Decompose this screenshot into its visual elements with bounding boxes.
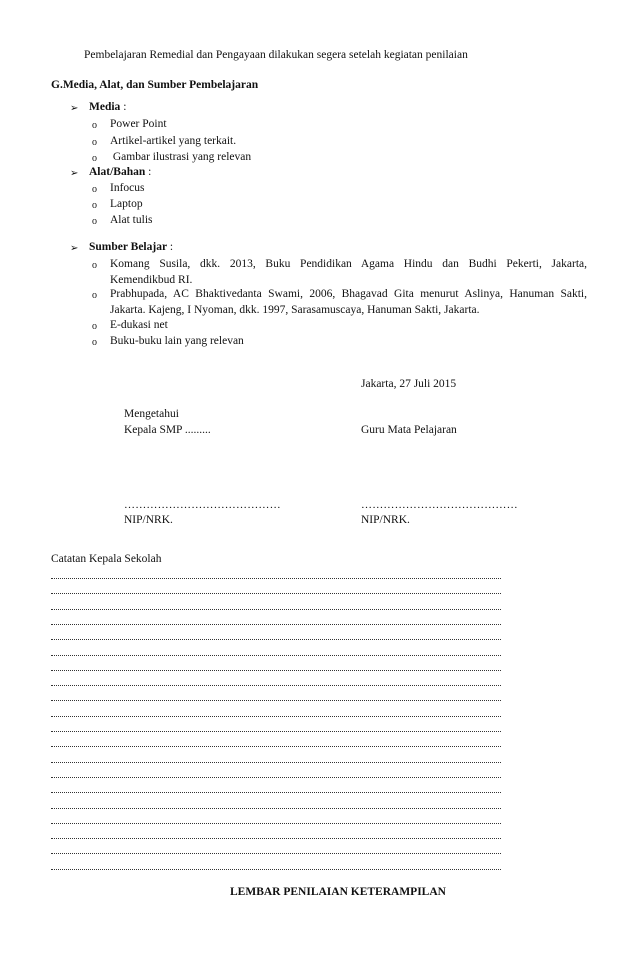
note-dotted-line — [51, 853, 501, 855]
place-date: Jakarta, 27 Juli 2015 — [361, 378, 457, 390]
section-heading: G.Media, Alat, dan Sumber Pembelajaran — [51, 79, 259, 91]
note-dotted-line — [51, 746, 501, 748]
sumber-heading — [89, 241, 173, 253]
kepala-smp-label: Kepala SMP ......... — [124, 424, 211, 436]
note-dotted-line — [51, 578, 501, 580]
note-dotted-line — [51, 670, 501, 672]
note-dotted-line — [51, 609, 501, 611]
circle-bullet-icon: o — [92, 153, 97, 164]
arrow-bullet-icon: ➢ — [70, 103, 79, 114]
circle-bullet-icon: o — [92, 200, 97, 211]
note-dotted-line — [51, 823, 501, 825]
reference-line: Prabhupada, AC Bhaktivedanta Swami, 2006, Bhagavad Gita menurut Aslinya, Hanuman Sakti, — [110, 288, 587, 300]
sumber-colon: : — [167, 241, 174, 253]
media-heading — [89, 101, 126, 113]
list-item: Alat tulis — [110, 214, 153, 226]
circle-bullet-icon: o — [92, 321, 97, 332]
list-item: Laptop — [110, 198, 143, 210]
note-dotted-line — [51, 838, 501, 840]
note-dotted-line — [51, 685, 501, 687]
arrow-bullet-icon: ➢ — [70, 168, 79, 179]
list-item: Infocus — [110, 182, 145, 194]
circle-bullet-icon: o — [92, 216, 97, 227]
media-label: Media — [89, 101, 121, 113]
left-signature-dots: …………………………………… — [124, 499, 281, 511]
alat-colon: : — [145, 166, 152, 178]
note-dotted-line — [51, 869, 501, 871]
circle-bullet-icon: o — [92, 260, 97, 271]
note-dotted-line — [51, 762, 501, 764]
mengetahui-label: Mengetahui — [124, 408, 179, 420]
note-dotted-line — [51, 639, 501, 641]
note-dotted-line — [51, 777, 501, 779]
circle-bullet-icon: o — [92, 184, 97, 195]
reference-line: Jakarta. Kajeng, I Nyoman, dkk. 1997, Sarasamuscaya, Hanuman Sakti, Jakarta. — [110, 304, 480, 316]
circle-bullet-icon: o — [92, 337, 97, 348]
catatan-label: Catatan Kepala Sekolah — [51, 553, 162, 565]
note-dotted-line — [51, 716, 501, 718]
alat-heading — [89, 166, 151, 178]
note-dotted-line — [51, 593, 501, 595]
reference-line: E-dukasi net — [110, 319, 168, 331]
note-dotted-line — [51, 731, 501, 733]
reference-line: Komang Susila, dkk. 2013, Buku Pendidikan Agama Hindu dan Budhi Pekerti, Jakarta, — [110, 258, 587, 270]
note-dotted-line — [51, 808, 501, 810]
note-dotted-line — [51, 624, 501, 626]
intro-line: Pembelajaran Remedial dan Pengayaan dilakukan segera setelah kegiatan penilaian — [84, 49, 468, 61]
reference-line: Kemendikbud RI. — [110, 274, 193, 286]
guru-label: Guru Mata Pelajaran — [361, 424, 457, 436]
circle-bullet-icon: o — [92, 290, 97, 301]
footer-title: LEMBAR PENILAIAN KETERAMPILAN — [230, 886, 446, 898]
circle-bullet-icon: o — [92, 137, 97, 148]
note-dotted-line — [51, 655, 501, 657]
list-item: Gambar ilustrasi yang relevan — [110, 151, 252, 163]
arrow-bullet-icon: ➢ — [70, 243, 79, 254]
note-dotted-line — [51, 700, 501, 702]
note-dotted-line — [51, 792, 501, 794]
sumber-label: Sumber Belajar — [89, 241, 168, 253]
right-signature-dots: …………………………………… — [361, 499, 518, 511]
right-nip-label: NIP/NRK. — [361, 514, 410, 526]
alat-label: Alat/Bahan — [89, 166, 146, 178]
left-nip-label: NIP/NRK. — [124, 514, 173, 526]
media-colon: : — [120, 101, 127, 113]
circle-bullet-icon: o — [92, 120, 97, 131]
reference-line: Buku-buku lain yang relevan — [110, 335, 244, 347]
list-item: Power Point — [110, 118, 167, 130]
list-item: Artikel-artikel yang terkait. — [110, 135, 237, 147]
